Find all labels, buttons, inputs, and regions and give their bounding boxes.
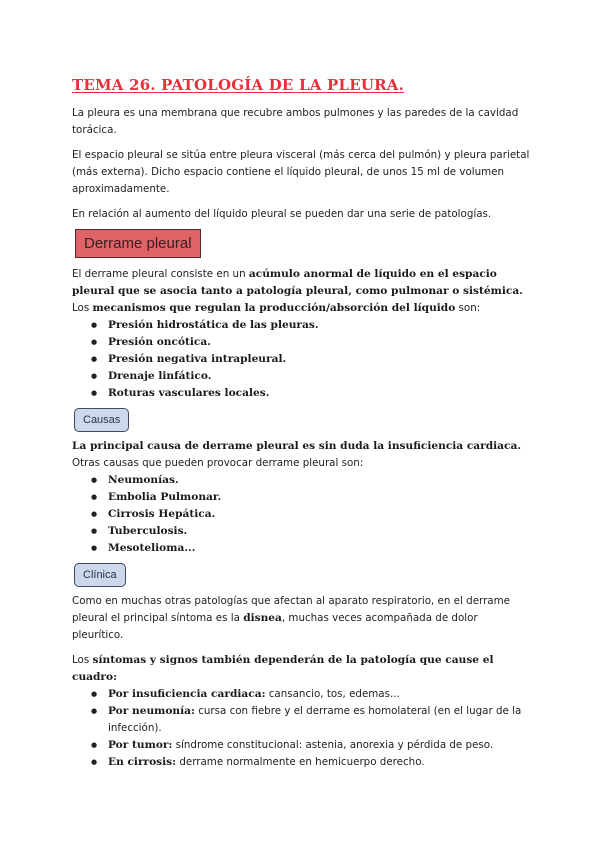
list-item [91, 737, 532, 754]
list-item [91, 385, 532, 402]
list-item [91, 317, 532, 334]
symptom-text: derrame normalmente en hemicuerpo derecho. [176, 756, 425, 768]
derrame-definition-bold: acúmulo anormal de líquido en el espacio pleural que se asocia tanto a patología pleural, como pulmonar o sistémica. [72, 268, 523, 297]
causas-text: Otras causas que pueden provocar derrame pleural son: [72, 457, 364, 469]
clinica-p1-post: , muchas veces acompañada de dolor pleurítico. [72, 612, 478, 641]
causa-text: Cirrosis Hepática. [108, 508, 216, 520]
mechanism-text: Presión negativa intrapleural. [108, 353, 287, 365]
section-heading-clinica: Clínica [74, 563, 126, 587]
symptom-label: Por tumor: [108, 739, 173, 751]
list-item [91, 754, 532, 771]
clinica-p1-pre: Como en muchas otras patologías que afectan al aparato respiratorio, en el derrame pleural el principal síntoma es la [72, 595, 510, 624]
mechanisms-intro [72, 300, 532, 317]
derrame-definition-text: El derrame pleural consiste en un [72, 268, 249, 280]
symptom-label: Por neumonía: [108, 705, 195, 717]
document-content [72, 76, 532, 771]
causa-text: Mesotelioma... [108, 542, 196, 554]
symptom-label: Por insuficiencia cardiaca: [108, 688, 266, 700]
mechanism-text: Presión oncótica. [108, 336, 211, 348]
causas-list [72, 472, 532, 557]
derrame-definition [72, 266, 532, 300]
clinica-p2-bold: síntomas y signos también dependerán de la patología que cause el cuadro: [72, 654, 494, 683]
list-item [91, 523, 532, 540]
causas-bold: La principal causa de derrame pleural es sin duda la insuficiencia cardiaca. [72, 440, 522, 452]
mechanism-text: Roturas vasculares locales. [108, 387, 270, 399]
symptom-label: En cirrosis: [108, 756, 177, 768]
page-title: TEMA 26. PATOLOGÍA DE LA PLEURA. [72, 76, 405, 94]
intro-paragraph-3: En relación al aumento del líquido pleural se pueden dar una serie de patologías. [72, 208, 492, 220]
list-item [91, 686, 532, 703]
causa-text: Neumonías. [108, 474, 179, 486]
mechanisms-intro-post: son: [455, 302, 481, 314]
mechanisms-intro-bold: mecanismos que regulan la producción/absorción del líquido [92, 302, 456, 314]
list-item [91, 703, 532, 737]
intro-paragraph-2: El espacio pleural se sitúa entre pleura visceral (más cerca del pulmón) y pleura parietal (más externa). Dicho espacio contiene el líquido pleural, de unos 15 ml de volumen aproximadamente. [72, 149, 530, 195]
list-item [91, 351, 532, 368]
section-heading-causas: Causas [74, 408, 129, 432]
list-item [91, 368, 532, 385]
symptom-text: cursa con fiebre y el derrame es homolateral (en el lugar de la infección). [108, 705, 522, 734]
intro-paragraph-1: La pleura es una membrana que recubre ambos pulmones y las paredes de la cavidad torácica. [72, 107, 519, 136]
clinica-list [72, 686, 532, 771]
clinica-p2-pre: Los [72, 654, 93, 666]
mechanism-text: Presión hidrostática de las pleuras. [108, 319, 319, 331]
causa-text: Embolia Pulmonar. [108, 491, 222, 503]
clinica-paragraph-1 [72, 593, 532, 644]
list-item [91, 540, 532, 557]
section-heading-derrame: Derrame pleural [75, 229, 201, 258]
list-item [91, 334, 532, 351]
clinica-paragraph-2 [72, 652, 532, 686]
mechanisms-list [72, 317, 532, 402]
symptom-text: síndrome constitucional: astenia, anorexia y pérdida de peso. [172, 739, 494, 751]
mechanisms-intro-pre: Los [72, 302, 93, 314]
list-item [91, 472, 532, 489]
list-item [91, 489, 532, 506]
symptom-text: cansancio, tos, edemas... [265, 688, 400, 700]
mechanism-text: Drenaje linfático. [108, 370, 212, 382]
clinica-p1-bold: disnea [243, 612, 282, 624]
list-item [91, 506, 532, 523]
causas-paragraph [72, 438, 532, 472]
causa-text: Tuberculosis. [108, 525, 188, 537]
